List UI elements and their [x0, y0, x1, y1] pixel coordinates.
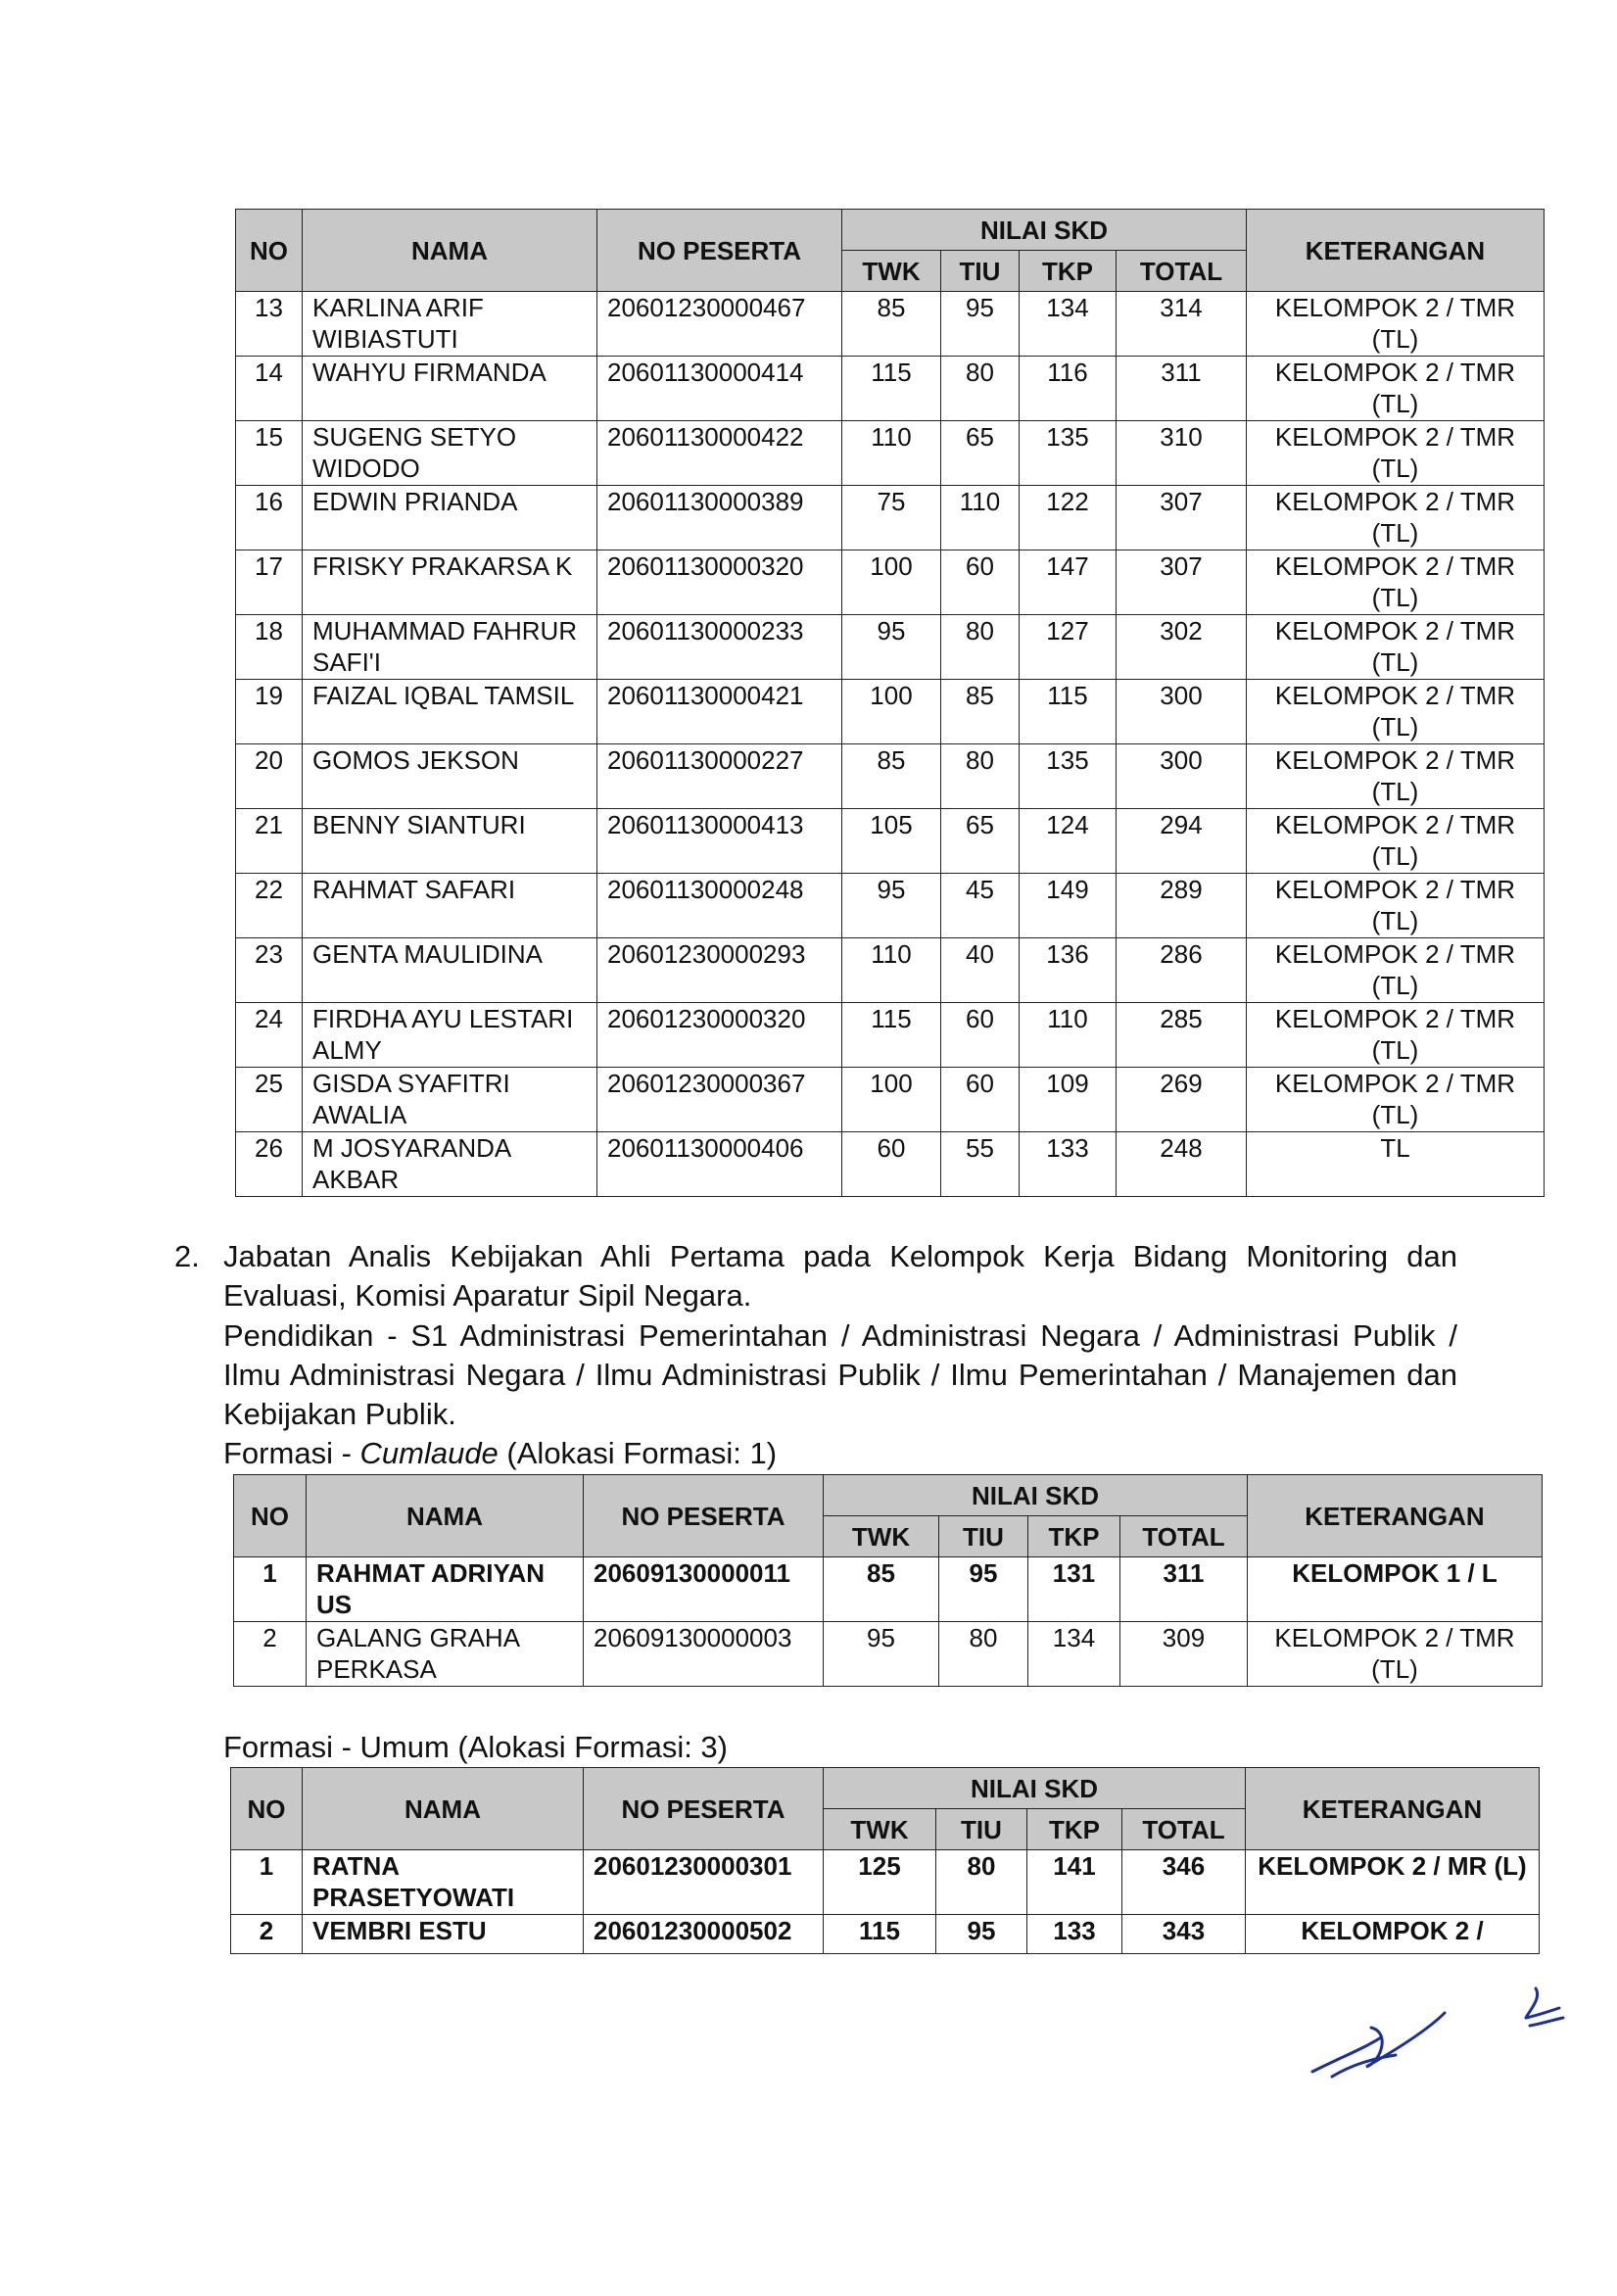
- header-nilai-skd: NILAI SKD: [842, 210, 1247, 251]
- cell-twk: 75: [842, 486, 941, 550]
- cell-total: 343: [1122, 1915, 1246, 1954]
- header-twk: TWK: [824, 1516, 939, 1557]
- results-table-cumlaude: [233, 1474, 1543, 1687]
- header-keterangan: KETERANGAN: [1248, 1475, 1543, 1557]
- cell-no-peserta: 20601130000227: [597, 744, 842, 809]
- cell-nama: FRISKY PRAKARSA K: [303, 550, 597, 615]
- header-tiu: TIU: [941, 251, 1020, 292]
- header-no-peserta: NO PESERTA: [584, 1768, 824, 1850]
- cell-total: 314: [1117, 292, 1247, 357]
- cell-tiu: 45: [941, 874, 1020, 938]
- cell-twk: 110: [842, 421, 941, 486]
- cell-total: 294: [1117, 809, 1247, 874]
- cell-tiu: 110: [941, 486, 1020, 550]
- cell-nama: RAHMAT ADRIYAN US: [307, 1557, 584, 1622]
- cell-no-peserta: 20601130000389: [597, 486, 842, 550]
- table-row: [236, 809, 1545, 874]
- results-table-1: [235, 209, 1545, 1197]
- cell-no: 16: [236, 486, 303, 550]
- cell-twk: 85: [842, 292, 941, 357]
- cell-tkp: 122: [1020, 486, 1117, 550]
- table-row: [236, 744, 1545, 809]
- table-row: [231, 1850, 1540, 1915]
- cell-tkp: 127: [1020, 615, 1117, 680]
- cell-no: 18: [236, 615, 303, 680]
- table-row: [236, 1132, 1545, 1197]
- header-no: NO: [236, 210, 303, 292]
- cell-keterangan: KELOMPOK 2 / TMR (TL): [1247, 680, 1545, 744]
- cell-tkp: 133: [1020, 1132, 1117, 1197]
- cell-no: 19: [236, 680, 303, 744]
- cell-nama: FAIZAL IQBAL TAMSIL: [303, 680, 597, 744]
- cell-total: 269: [1117, 1068, 1247, 1132]
- cell-tiu: 65: [941, 421, 1020, 486]
- cell-twk: 125: [824, 1850, 936, 1915]
- header-total: TOTAL: [1122, 1809, 1246, 1850]
- cell-twk: 85: [824, 1557, 939, 1622]
- cell-no: 17: [236, 550, 303, 615]
- header-keterangan: KETERANGAN: [1247, 210, 1545, 292]
- cell-tkp: 116: [1020, 357, 1117, 421]
- section-line-2: Evaluasi, Komisi Aparatur Sipil Negara.: [223, 1278, 752, 1313]
- cell-no-peserta: 20601130000421: [597, 680, 842, 744]
- cell-keterangan: KELOMPOK 2 / TMR (TL): [1247, 550, 1545, 615]
- table-row: [236, 1068, 1545, 1132]
- cell-keterangan: KELOMPOK 2 / TMR (TL): [1247, 809, 1545, 874]
- cell-no-peserta: 20601230000301: [584, 1850, 824, 1915]
- header-no: NO: [234, 1475, 307, 1557]
- cell-keterangan: KELOMPOK 2 /: [1246, 1915, 1540, 1954]
- cell-no: 21: [236, 809, 303, 874]
- section-number: 2.: [174, 1239, 200, 1273]
- cell-keterangan: KELOMPOK 2 / TMR (TL): [1248, 1622, 1543, 1687]
- cell-total: 307: [1117, 550, 1247, 615]
- cell-tiu: 95: [939, 1557, 1028, 1622]
- cell-tkp: 135: [1020, 744, 1117, 809]
- cell-total: 309: [1120, 1622, 1248, 1687]
- cell-twk: 95: [842, 615, 941, 680]
- cell-nama: RATNA PRASETYOWATI: [303, 1850, 584, 1915]
- cell-tiu: 55: [941, 1132, 1020, 1197]
- cell-nama: WAHYU FIRMANDA: [303, 357, 597, 421]
- cell-total: 285: [1117, 1003, 1247, 1068]
- cell-twk: 85: [842, 744, 941, 809]
- cell-no: 2: [234, 1622, 307, 1687]
- cell-nama: GISDA SYAFITRI AWALIA: [303, 1068, 597, 1132]
- cell-no: 1: [234, 1557, 307, 1622]
- cell-keterangan: TL: [1247, 1132, 1545, 1197]
- cell-tkp: 136: [1020, 938, 1117, 1003]
- header-tkp: TKP: [1028, 1516, 1120, 1557]
- cell-twk: 100: [842, 550, 941, 615]
- header-total: TOTAL: [1120, 1516, 1248, 1557]
- cell-tiu: 85: [941, 680, 1020, 744]
- table-row: [236, 357, 1545, 421]
- cell-keterangan: KELOMPOK 2 / TMR (TL): [1247, 1003, 1545, 1068]
- cell-total: 300: [1117, 680, 1247, 744]
- cell-tkp: 135: [1020, 421, 1117, 486]
- header-nilai-skd: NILAI SKD: [824, 1475, 1248, 1516]
- cell-tiu: 60: [941, 550, 1020, 615]
- section-line-4: Ilmu Administrasi Negara / Ilmu Administrasi Publik / Ilmu Pemerintahan / Manajemen dan: [223, 1358, 1457, 1392]
- cell-no-peserta: 20601130000422: [597, 421, 842, 486]
- cell-tiu: 40: [941, 938, 1020, 1003]
- cell-nama: BENNY SIANTURI: [303, 809, 597, 874]
- header-total: TOTAL: [1117, 251, 1247, 292]
- cell-nama: RAHMAT SAFARI: [303, 874, 597, 938]
- cell-no: 24: [236, 1003, 303, 1068]
- cell-keterangan: KELOMPOK 2 / TMR (TL): [1247, 421, 1545, 486]
- cell-no-peserta: 20601230000367: [597, 1068, 842, 1132]
- cell-no-peserta: 20601230000502: [584, 1915, 824, 1954]
- cell-no: 15: [236, 421, 303, 486]
- cell-no-peserta: 20601130000414: [597, 357, 842, 421]
- table-row: [236, 874, 1545, 938]
- cell-no-peserta: 20609130000003: [584, 1622, 824, 1687]
- cell-tiu: 95: [936, 1915, 1027, 1954]
- table-row: [231, 1915, 1540, 1954]
- results-table-umum: [230, 1767, 1540, 1954]
- header-keterangan: KETERANGAN: [1246, 1768, 1540, 1850]
- formasi-cumlaude-label: Formasi - Cumlaude (Alokasi Formasi: 1): [223, 1436, 778, 1470]
- cell-tkp: 134: [1028, 1622, 1120, 1687]
- cell-nama: EDWIN PRIANDA: [303, 486, 597, 550]
- cell-total: 311: [1120, 1557, 1248, 1622]
- cell-keterangan: KELOMPOK 2 / TMR (TL): [1247, 357, 1545, 421]
- cell-no-peserta: 20609130000011: [584, 1557, 824, 1622]
- table-row: [236, 1003, 1545, 1068]
- cell-tiu: 95: [941, 292, 1020, 357]
- cell-no: 26: [236, 1132, 303, 1197]
- cell-keterangan: KELOMPOK 2 / TMR (TL): [1247, 744, 1545, 809]
- cell-twk: 95: [824, 1622, 939, 1687]
- cell-total: 289: [1117, 874, 1247, 938]
- table-row: [236, 421, 1545, 486]
- cell-keterangan: KELOMPOK 1 / L: [1248, 1557, 1543, 1622]
- cell-total: 307: [1117, 486, 1247, 550]
- cell-no-peserta: 20601130000320: [597, 550, 842, 615]
- cell-keterangan: KELOMPOK 2 / TMR (TL): [1247, 938, 1545, 1003]
- cell-total: 286: [1117, 938, 1247, 1003]
- cell-tkp: 124: [1020, 809, 1117, 874]
- header-nilai-skd: NILAI SKD: [824, 1768, 1246, 1809]
- header-no-peserta: NO PESERTA: [597, 210, 842, 292]
- cell-total: 346: [1122, 1850, 1246, 1915]
- cell-tkp: 134: [1020, 292, 1117, 357]
- header-tiu: TIU: [939, 1516, 1028, 1557]
- header-tiu: TIU: [936, 1809, 1027, 1850]
- cell-twk: 100: [842, 680, 941, 744]
- cell-tkp: 149: [1020, 874, 1117, 938]
- cell-no: 20: [236, 744, 303, 809]
- cell-no-peserta: 20601130000233: [597, 615, 842, 680]
- cell-tkp: 110: [1020, 1003, 1117, 1068]
- table-row: [234, 1557, 1543, 1622]
- cell-tkp: 115: [1020, 680, 1117, 744]
- cell-no: 23: [236, 938, 303, 1003]
- cell-no: 13: [236, 292, 303, 357]
- cell-twk: 115: [842, 357, 941, 421]
- cell-no: 14: [236, 357, 303, 421]
- cell-total: 302: [1117, 615, 1247, 680]
- signature-initials: [1273, 1969, 1587, 2106]
- table-row: [236, 486, 1545, 550]
- cell-keterangan: KELOMPOK 2 / TMR (TL): [1247, 615, 1545, 680]
- cell-no-peserta: 20601130000413: [597, 809, 842, 874]
- cell-tiu: 80: [936, 1850, 1027, 1915]
- cell-keterangan: KELOMPOK 2 / TMR (TL): [1247, 486, 1545, 550]
- cell-keterangan: KELOMPOK 2 / TMR (TL): [1247, 292, 1545, 357]
- cell-tkp: 141: [1027, 1850, 1122, 1915]
- cell-twk: 95: [842, 874, 941, 938]
- cell-no-peserta: 20601230000293: [597, 938, 842, 1003]
- cell-no-peserta: 20601230000467: [597, 292, 842, 357]
- cell-twk: 105: [842, 809, 941, 874]
- cell-nama: FIRDHA AYU LESTARI ALMY: [303, 1003, 597, 1068]
- cell-nama: GALANG GRAHA PERKASA: [307, 1622, 584, 1687]
- cell-twk: 115: [824, 1915, 936, 1954]
- header-nama: NAMA: [303, 1768, 584, 1850]
- cell-nama: GENTA MAULIDINA: [303, 938, 597, 1003]
- cell-tiu: 60: [941, 1068, 1020, 1132]
- section-line-3: Pendidikan - S1 Administrasi Pemerintahan / Administrasi Negara / Administrasi Publik /: [223, 1318, 1457, 1353]
- table-row: [236, 938, 1545, 1003]
- header-nama: NAMA: [303, 210, 597, 292]
- table-row: [236, 292, 1545, 357]
- header-no: NO: [231, 1768, 303, 1850]
- section-line-5: Kebijakan Publik.: [223, 1397, 456, 1431]
- cell-twk: 100: [842, 1068, 941, 1132]
- cell-nama: GOMOS JEKSON: [303, 744, 597, 809]
- table-row: [236, 680, 1545, 744]
- section-line-1: Jabatan Analis Kebijakan Ahli Pertama pada Kelompok Kerja Bidang Monitoring dan: [223, 1239, 1457, 1273]
- cell-keterangan: KELOMPOK 2 / TMR (TL): [1247, 874, 1545, 938]
- cell-nama: SUGENG SETYO WIDODO: [303, 421, 597, 486]
- cell-keterangan: KELOMPOK 2 / TMR (TL): [1247, 1068, 1545, 1132]
- header-twk: TWK: [824, 1809, 936, 1850]
- cell-tiu: 80: [939, 1622, 1028, 1687]
- header-tkp: TKP: [1027, 1809, 1122, 1850]
- cell-twk: 60: [842, 1132, 941, 1197]
- cell-tiu: 60: [941, 1003, 1020, 1068]
- header-twk: TWK: [842, 251, 941, 292]
- table-row: [236, 615, 1545, 680]
- cell-tiu: 80: [941, 357, 1020, 421]
- cell-tiu: 65: [941, 809, 1020, 874]
- cell-twk: 115: [842, 1003, 941, 1068]
- cell-nama: VEMBRI ESTU: [303, 1915, 584, 1954]
- cell-tkp: 109: [1020, 1068, 1117, 1132]
- cell-no-peserta: 20601130000406: [597, 1132, 842, 1197]
- cell-total: 300: [1117, 744, 1247, 809]
- cell-keterangan: KELOMPOK 2 / MR (L): [1246, 1850, 1540, 1915]
- cell-no: 1: [231, 1850, 303, 1915]
- cell-tkp: 133: [1027, 1915, 1122, 1954]
- cell-tkp: 131: [1028, 1557, 1120, 1622]
- cell-total: 310: [1117, 421, 1247, 486]
- header-nama: NAMA: [307, 1475, 584, 1557]
- cell-no-peserta: 20601130000248: [597, 874, 842, 938]
- table-row: [236, 550, 1545, 615]
- cell-tiu: 80: [941, 744, 1020, 809]
- cell-no: 25: [236, 1068, 303, 1132]
- cell-nama: MUHAMMAD FAHRUR SAFI'I: [303, 615, 597, 680]
- cell-total: 248: [1117, 1132, 1247, 1197]
- cell-no-peserta: 20601230000320: [597, 1003, 842, 1068]
- table-row: [234, 1622, 1543, 1687]
- header-no-peserta: NO PESERTA: [584, 1475, 824, 1557]
- cell-no: 2: [231, 1915, 303, 1954]
- cell-no: 22: [236, 874, 303, 938]
- cell-tkp: 147: [1020, 550, 1117, 615]
- formasi-umum-label: Formasi - Umum (Alokasi Formasi: 3): [223, 1730, 728, 1764]
- cell-nama: M JOSYARANDA AKBAR: [303, 1132, 597, 1197]
- cell-total: 311: [1117, 357, 1247, 421]
- cell-twk: 110: [842, 938, 941, 1003]
- cell-tiu: 80: [941, 615, 1020, 680]
- header-tkp: TKP: [1020, 251, 1117, 292]
- cell-nama: KARLINA ARIF WIBIASTUTI: [303, 292, 597, 357]
